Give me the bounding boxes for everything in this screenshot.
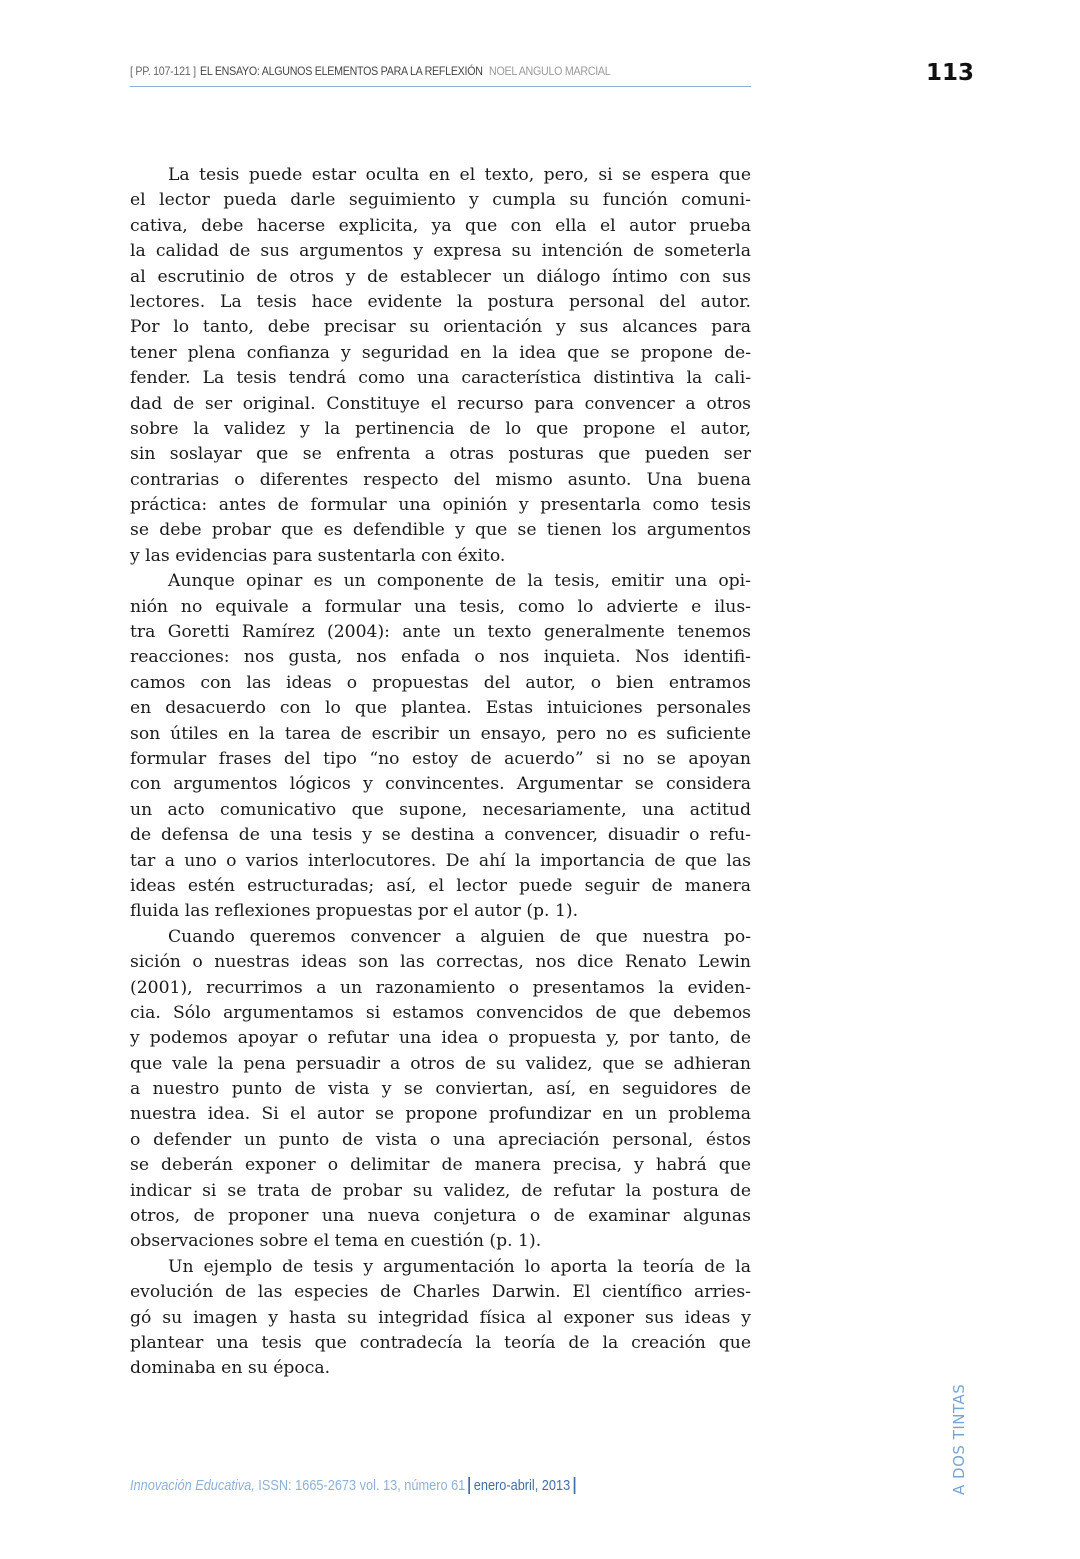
text-line: sin soslayar que se enfrenta a otras posturas que pueden ser [130, 444, 751, 465]
text-line: plantear una tesis que contradecía la teoría de la creación que [130, 1332, 751, 1353]
text-line: y las evidencias para sustentarla con éxito. [130, 545, 506, 566]
text-line: a nuestro punto de vista y se conviertan, así, en seguidores de [130, 1079, 751, 1100]
page-number: 113 [926, 60, 975, 86]
text-line: formular frases del tipo “no estoy de acuerdo” si no se apoyan [130, 748, 751, 769]
text-line: tra Goretti Ramírez (2004): ante un texto generalmente tenemos [130, 622, 751, 643]
footer-issn: ISSN: 1665-2673 vol. 13, número 61 [254, 1477, 466, 1494]
text-line: que vale la pena persuadir a otros de su validez, que se adhieran [130, 1053, 751, 1074]
text-line: práctica: antes de formular una opinión y presentarla como tesis [130, 495, 751, 516]
footer-journal: Innovación Educativa, [130, 1477, 255, 1494]
text-line: dominaba en su época. [130, 1358, 331, 1379]
text-line: se deberán exponer o delimitar de manera precisa, y habrá que [130, 1155, 751, 1176]
text-line: tar a uno o varios interlocutores. De ahí la importancia de que las [130, 850, 751, 871]
paragraph [130, 569, 751, 924]
header-title: EL ENSAYO: ALGUNOS ELEMENTOS PARA LA REFLEXIÓN [199, 64, 483, 78]
text-line: y podemos apoyar o refutar una idea o propuesta y, por tanto, de [130, 1028, 751, 1049]
paragraph [130, 163, 751, 569]
text-line: La tesis puede estar oculta en el texto, pero, si se espera que [168, 165, 751, 185]
paragraph [130, 1255, 751, 1382]
footer-date: enero-abril, 2013 [469, 1477, 576, 1494]
text-line: otros, de proponer una nueva conjetura o de examinar algunas [130, 1206, 751, 1227]
text-line: el lector pueda darle seguimiento y cumpla su función comuni- [130, 190, 751, 211]
header-pages: [ PP. 107-121 ] [130, 64, 196, 78]
text-line: tener plena confianza y seguridad en la idea que se propone de- [130, 342, 751, 363]
text-line: Por lo tanto, debe precisar su orientación y sus alcances para [130, 317, 751, 338]
footer [130, 1477, 575, 1494]
paragraph [130, 925, 751, 1255]
text-line: (2001), recurrimos a un razonamiento o presentamos la eviden- [130, 977, 751, 998]
text-line: indicar si se trata de probar su validez, de refutar la postura de [130, 1180, 751, 1201]
text-line: sobre la validez y la pertinencia de lo que propone el autor, [130, 418, 751, 439]
text-line: reacciones: nos gusta, nos enfada o nos inquieta. Nos identifi- [130, 647, 751, 668]
text-line: son útiles en la tarea de escribir un ensayo, pero no es suficiente [130, 723, 751, 744]
text-line: Aunque opinar es un componente de la tesis, emitir una opi- [168, 571, 751, 592]
text-line: fender. La tesis tendrá como una característica distintiva la cali- [130, 368, 751, 389]
text-line: evolución de las especies de Charles Darwin. El científico arries- [130, 1282, 751, 1303]
header-author: NOEL ANGULO MARCIAL [489, 64, 611, 78]
text-line: al escrutinio de otros y de establecer un diálogo íntimo con sus [130, 266, 751, 287]
text-line: de defensa de una tesis y se destina a convencer, disuadir o refu- [130, 825, 751, 846]
text-line: cativa, debe hacerse explicita, ya que con ella el autor prueba [130, 215, 751, 236]
text-line: nión no equivale a formular una tesis, como lo advierte e ilus- [130, 596, 751, 617]
running-header [130, 64, 751, 87]
side-label: A DOS TINTAS [950, 1383, 968, 1495]
text-line: con argumentos lógicos y convincentes. Argumentar se considera [130, 774, 751, 795]
text-line: camos con las ideas o propuestas del autor, o bien entramos [130, 672, 751, 693]
text-line: se debe probar que es defendible y que se tienen los argumentos [130, 520, 751, 541]
text-line: sición o nuestras ideas son las correctas, nos dice Renato Lewin [130, 952, 751, 973]
text-line: lectores. La tesis hace evidente la postura personal del autor. [130, 291, 751, 312]
text-line: fluida las reflexiones propuestas por el autor (p. 1). [130, 901, 579, 922]
text-line: dad de ser original. Constituye el recurso para convencer a otros [130, 393, 751, 414]
text-line: un acto comunicativo que supone, necesariamente, una actitud [130, 799, 751, 820]
text-line: nuestra idea. Si el autor se propone profundizar en un problema [130, 1104, 751, 1125]
text-line: observaciones sobre el tema en cuestión (p. 1). [130, 1231, 542, 1252]
text-line: Un ejemplo de tesis y argumentación lo aporta la teoría de la [168, 1256, 751, 1277]
text-line: la calidad de sus argumentos y expresa su intención de someterla [130, 241, 751, 262]
text-line: en desacuerdo con lo que plantea. Estas intuiciones personales [130, 698, 751, 719]
body-text [130, 163, 751, 1382]
text-line: gó su imagen y hasta su integridad física al exponer sus ideas y [130, 1307, 751, 1328]
text-line: Cuando queremos convencer a alguien de que nuestra po- [168, 926, 751, 947]
text-line: cia. Sólo argumentamos si estamos convencidos de que debemos [130, 1002, 751, 1023]
text-line: contrarias o diferentes respecto del mismo asunto. Una buena [130, 469, 751, 490]
text-line: o defender un punto de vista o una apreciación personal, éstos [130, 1129, 751, 1150]
text-line: ideas estén estructuradas; así, el lector puede seguir de manera [130, 875, 751, 896]
